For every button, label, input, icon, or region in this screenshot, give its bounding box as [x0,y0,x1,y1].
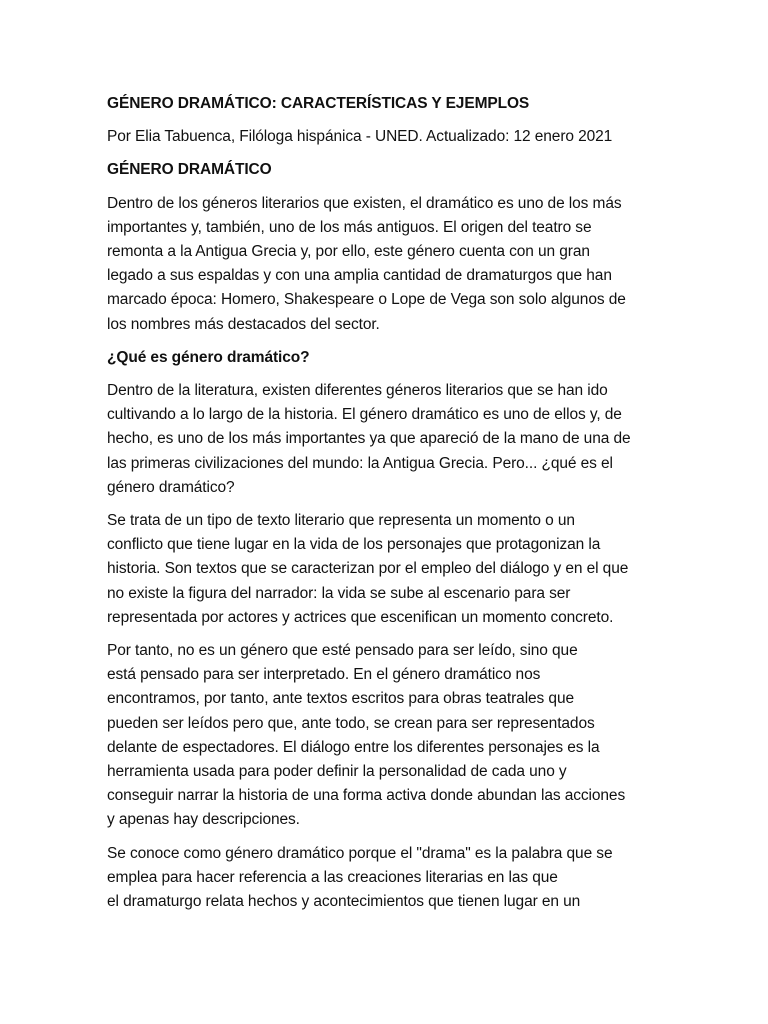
question-heading-block [107,346,667,370]
document-title: GÉNERO DRAMÁTICO: CARACTERÍSTICAS Y EJEMPLOS [107,95,530,112]
paragraph-line: Se trata de un tipo de texto literario que representa un momento o un [107,512,575,530]
paragraph-line: herramienta usada para poder definir la personalidad de cada uno y [107,763,567,781]
paragraph-line: remonta a la Antigua Grecia y, por ello, este género cuenta con un gran [107,243,590,261]
section-heading: GÉNERO DRAMÁTICO [107,161,272,179]
paragraph-line: las primeras civilizaciones del mundo: la Antigua Grecia. Pero... ¿qué es el [107,454,613,472]
paragraph-3 [107,639,667,833]
section-heading-block [107,158,667,182]
paragraph-line: legado a sus espaldas y con una amplia cantidad de dramaturgos que han [107,267,612,285]
question-heading: ¿Qué es género dramático? [107,348,310,366]
paragraph-line: Por tanto, no es un género que esté pensado para ser leído, sino que [107,642,578,660]
document-page [107,92,667,914]
paragraph-4 [107,842,667,915]
paragraph-line: el dramaturgo relata hechos y acontecimientos que tienen lugar en un [107,893,581,911]
paragraph-line: marcado época: Homero, Shakespeare o Lope de Vega son solo algunos de [107,291,626,309]
paragraph-line: género dramático? [107,478,235,496]
paragraph-line: hecho, es uno de los más importantes ya que apareció de la mano de una de [107,430,631,448]
paragraph-line: encontramos, por tanto, ante textos escritos para obras teatrales que [107,690,574,708]
paragraph-line: representada por actores y actrices que escenifican un momento concreto. [107,608,614,626]
paragraph-line: no existe la figura del narrador: la vida se sube al escenario para ser [107,584,571,602]
paragraph-line: delante de espectadores. El diálogo entre los diferentes personajes es la [107,738,600,756]
paragraph-line: conseguir narrar la historia de una forma activa donde abundan las acciones [107,787,626,805]
paragraph-line: cultivando a lo largo de la historia. El género dramático es uno de ellos y, de [107,406,622,424]
paragraph-line: y apenas hay descripciones. [107,811,300,829]
byline-block [107,125,667,149]
paragraph-2 [107,509,667,630]
paragraph-line: historia. Son textos que se caracterizan por el empleo del diálogo y en el que [107,560,629,578]
paragraph-line: importantes y, también, uno de los más antiguos. El origen del teatro se [107,218,592,236]
paragraph-line: Dentro de los géneros literarios que existen, el dramático es uno de los más [107,194,622,212]
author-byline: Por Elia Tabuenca, Filóloga hispánica - UNED. Actualizado: 12 enero 2021 [107,128,613,146]
intro-paragraph [107,192,667,337]
paragraph-line: está pensado para ser interpretado. En el género dramático nos [107,666,541,684]
paragraph-line: conflicto que tiene lugar en la vida de los personajes que protagonizan la [107,536,601,554]
paragraph-line: pueden ser leídos pero que, ante todo, se crean para ser representados [107,714,595,732]
paragraph-line: Dentro de la literatura, existen diferentes géneros literarios que se han ido [107,382,608,400]
paragraph-line: los nombres más destacados del sector. [107,315,380,333]
title-block [107,92,667,116]
paragraph-line: Se conoce como género dramático porque el "drama" es la palabra que se [107,844,613,862]
paragraph-1 [107,379,667,500]
paragraph-line: emplea para hacer referencia a las creaciones literarias en las que [107,868,558,886]
